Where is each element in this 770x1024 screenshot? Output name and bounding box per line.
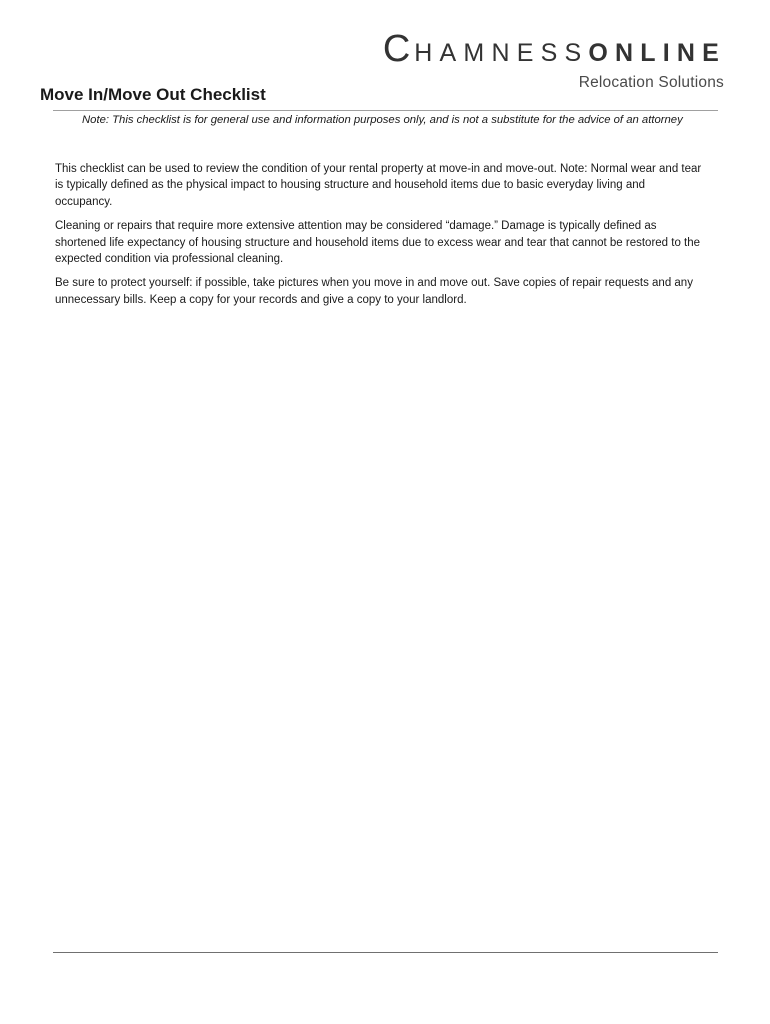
logo-text-bold: ONLINE [588, 39, 726, 67]
document-body [55, 161, 705, 316]
document-title: Move In/Move Out Checklist [40, 85, 266, 104]
footer-divider [53, 952, 718, 953]
company-logo [383, 30, 726, 92]
paragraph-damage: Cleaning or repairs that require more extensive attention may be considered “damage.” Damage is typically defined as shortened life expectancy of housing structure and household items due to excess wear and tear that cannot be restored to the expected condition via professional cleaning. [55, 220, 701, 266]
disclaimer-note: Note: This checklist is for general use and information purposes only, and is not a substitute for the advice of an attorney [82, 114, 683, 126]
paragraph-protect-yourself: Be sure to protect yourself: if possible, take pictures when you move in and move out. Save copies of repair requests and any unnecessary bills. Keep a copy for your records and give a copy to your landlord. [55, 277, 693, 306]
title-divider [53, 110, 718, 111]
logo-wordmark [383, 30, 726, 68]
logo-initial: C [382, 28, 415, 70]
paragraph-wear-and-tear: This checklist can be used to review the condition of your rental property at move-in and move-out. Note: Normal wear and tear is typically defined as the physical impact to housing structure and household items due to basic everyday living and occupancy. [55, 163, 702, 208]
logo-text-light: HAMNESS [414, 39, 589, 67]
logo-subtitle: Relocation Solutions [578, 74, 724, 91]
